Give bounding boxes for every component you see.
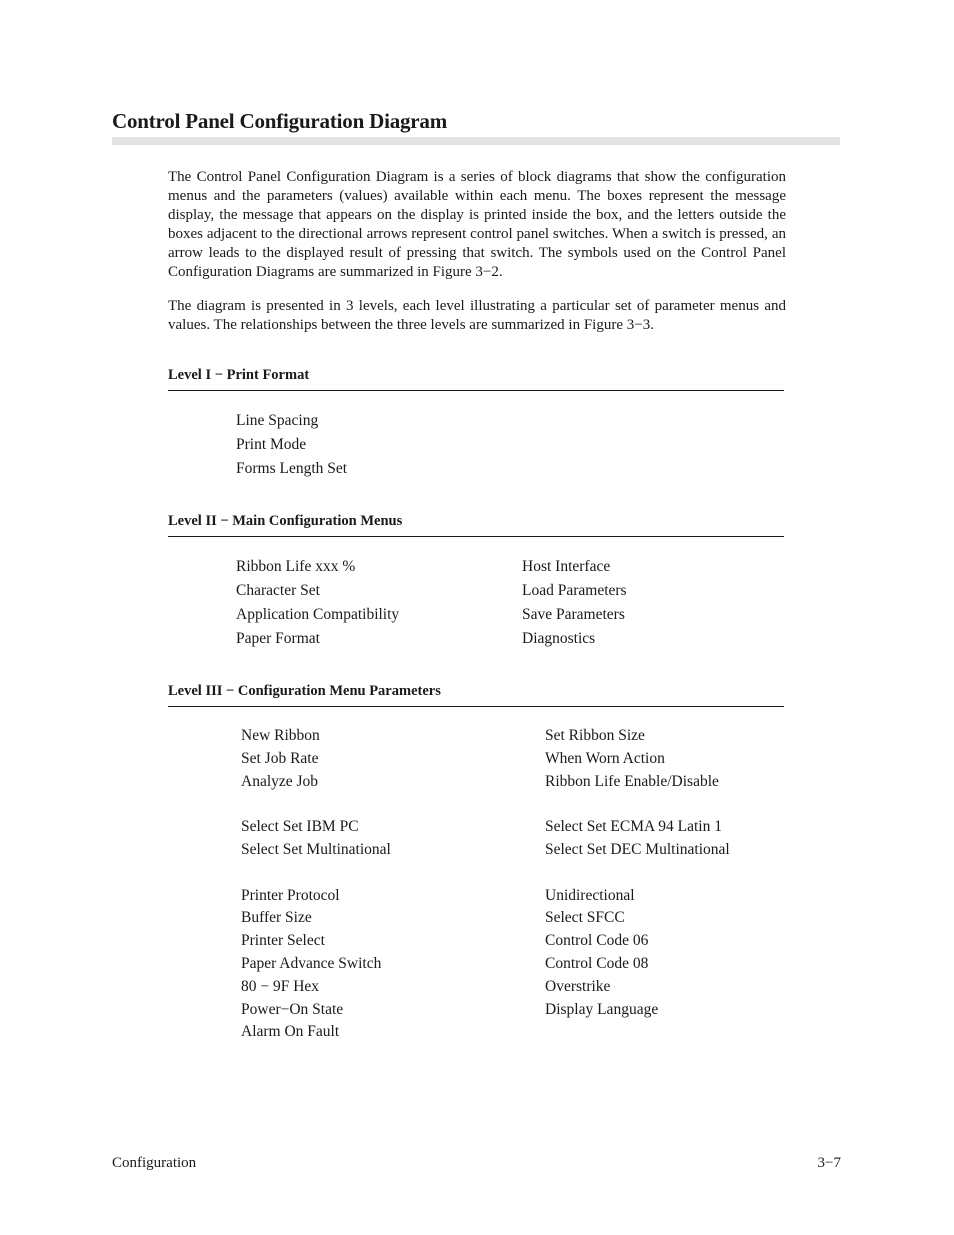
list-item: Forms Length Set	[236, 460, 348, 477]
list-item: When Worn Action	[545, 749, 665, 767]
list-item: Print Mode	[236, 436, 307, 453]
list-item: Display Language	[545, 1000, 659, 1018]
list-item: 80 − 9F Hex	[241, 977, 320, 995]
list-item: Ribbon Life Enable/Disable	[545, 772, 719, 790]
list-item: Set Job Rate	[241, 749, 319, 767]
list-item: Character Set	[236, 582, 320, 599]
list-item: Line Spacing	[236, 412, 319, 429]
level2-rule	[168, 536, 784, 537]
list-item: Select Set ECMA 94 Latin 1	[545, 818, 722, 836]
level3-left-list	[241, 725, 391, 1044]
page-title: Control Panel Configuration Diagram	[112, 109, 448, 133]
footer-section: Configuration	[112, 1155, 197, 1171]
list-item: Alarm On Fault	[241, 1023, 340, 1041]
list-item: Printer Protocol	[241, 886, 340, 904]
list-item: Set Ribbon Size	[545, 727, 645, 744]
list-spacer	[241, 793, 391, 816]
level1-list	[236, 409, 347, 481]
list-item: Control Code 08	[545, 954, 649, 972]
level2-right-list	[522, 555, 627, 651]
list-item: New Ribbon	[241, 727, 320, 744]
level3-right-list	[545, 725, 730, 1021]
list-item: Analyze Job	[241, 772, 319, 790]
page-number: 3−7	[817, 1155, 841, 1171]
level2-heading: Level II − Main Configuration Menus	[168, 513, 403, 529]
level1-rule	[168, 390, 784, 391]
level2-left-list	[236, 555, 399, 651]
intro-paragraph: The Control Panel Configuration Diagram is a series of block diagrams that show the configuration menus and the parameters (values) available within each menu. The boxes represent the message display, the message that appears on the display is printed inside the box, and the letters outside the boxes adjacent to the directional arrows represent control panel switches. When a switch is pressed, an arrow leads to the displayed result of pressing that switch. The symbols used on the Control Panel Configuration Diagrams are summarized in Figure 3−2.	[168, 169, 786, 280]
list-item: Paper Advance Switch	[241, 954, 382, 972]
title-rule	[112, 137, 840, 145]
list-spacer	[241, 862, 391, 885]
list-spacer	[545, 862, 730, 885]
list-item: Select Set DEC Multinational	[545, 840, 730, 858]
list-item: Unidirectional	[545, 886, 635, 904]
list-item: Select Set IBM PC	[241, 818, 359, 836]
list-item: Application Compatibility	[236, 606, 400, 623]
list-item: Ribbon Life xxx %	[236, 558, 356, 575]
list-item: Paper Format	[236, 630, 320, 647]
list-spacer	[545, 793, 730, 816]
level3-heading: Level III − Configuration Menu Parameters	[168, 683, 441, 699]
list-item: Load Parameters	[522, 582, 627, 599]
list-item: Overstrike	[545, 977, 611, 995]
list-item: Select Set Multinational	[241, 840, 391, 858]
list-item: Host Interface	[522, 558, 611, 575]
list-item: Control Code 06	[545, 932, 649, 950]
list-item: Select SFCC	[545, 909, 625, 927]
list-item: Save Parameters	[522, 606, 625, 623]
list-item: Buffer Size	[241, 909, 312, 927]
list-item: Power−On State	[241, 1000, 344, 1018]
level1-heading: Level I − Print Format	[168, 367, 310, 383]
list-item: Printer Select	[241, 932, 325, 950]
level3-rule	[168, 706, 784, 707]
levels-paragraph: The diagram is presented in 3 levels, each level illustrating a particular set of parameter menus and values. The relationships between the three levels are summarized in Figure 3−3.	[168, 298, 786, 333]
list-item: Diagnostics	[522, 630, 596, 647]
